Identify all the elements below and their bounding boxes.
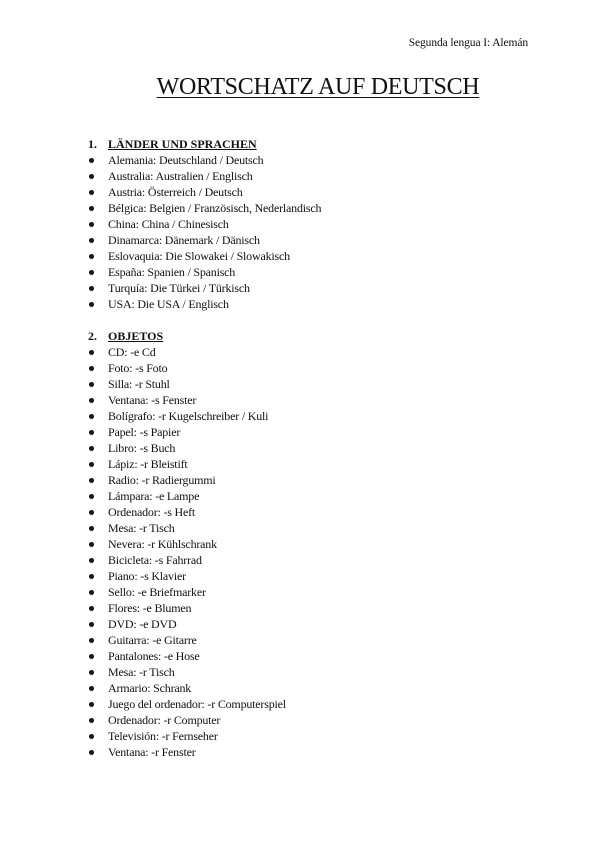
list-item-text: Ventana: -r Fenster (108, 745, 196, 759)
section-objects (88, 328, 286, 760)
list-item-text: Bolígrafo: -r Kugelschreiber / Kuli (108, 409, 269, 423)
list-item (88, 584, 286, 600)
list-item-text: Mesa: -r Tisch (108, 665, 175, 679)
bullet-icon (88, 648, 108, 664)
list-item (88, 440, 286, 456)
bullet-icon (88, 632, 108, 648)
list-item-text: Ventana: -s Fenster (108, 393, 197, 407)
list-item (88, 504, 286, 520)
list-item (88, 232, 321, 248)
list-item-text: Pantalones: -e Hose (108, 649, 200, 663)
bullet-icon (88, 152, 108, 168)
section-number: 1. (88, 137, 97, 151)
list-item (88, 200, 321, 216)
bullet-icon (88, 664, 108, 680)
list-item-text: Armario: Schrank (108, 681, 192, 695)
section-countries-languages (88, 136, 321, 312)
list-item (88, 456, 286, 472)
list-item-text: Ordenador: -r Computer (108, 713, 221, 727)
list-item-text: Guitarra: -e Gitarre (108, 633, 197, 647)
list-item-text: Juego del ordenador: -r Computerspiel (108, 697, 286, 711)
list-item (88, 296, 321, 312)
list-item-text: DVD: -e DVD (108, 617, 177, 631)
section-heading (88, 328, 286, 344)
list-item-text: Lámpara: -e Lampe (108, 489, 200, 503)
bullet-icon (88, 376, 108, 392)
list-item-text: Eslovaquia: Die Slowakei / Slowakisch (108, 249, 290, 263)
course-header: Segunda lengua I: Alemán (408, 37, 528, 49)
list-item (88, 680, 286, 696)
list-item (88, 648, 286, 664)
list-item-text: China: China / Chinesisch (108, 217, 229, 231)
bullet-icon (88, 728, 108, 744)
list-item-text: Radio: -r Radiergummi (108, 473, 216, 487)
list-item (88, 248, 321, 264)
list-item (88, 632, 286, 648)
list-item-text: Mesa: -r Tisch (108, 521, 175, 535)
list-item-text: Ordenador: -s Heft (108, 505, 196, 519)
list-item-text: Australia: Australien / Englisch (108, 169, 253, 183)
bullet-icon (88, 200, 108, 216)
list-item (88, 392, 286, 408)
bullet-icon (88, 264, 108, 280)
list-item (88, 520, 286, 536)
bullet-icon (88, 712, 108, 728)
bullet-icon (88, 296, 108, 312)
bullet-icon (88, 440, 108, 456)
bullet-icon (88, 536, 108, 552)
list-item (88, 184, 321, 200)
list-item (88, 424, 286, 440)
bullet-icon (88, 520, 108, 536)
bullet-icon (88, 232, 108, 248)
list-item (88, 344, 286, 360)
list-item-text: Bicicleta: -s Fahrrad (108, 553, 202, 567)
list-item (88, 600, 286, 616)
list-item-text: USA: Die USA / Englisch (108, 297, 229, 311)
bullet-icon (88, 216, 108, 232)
section-heading (88, 136, 321, 152)
list-item-text: Foto: -s Foto (108, 361, 168, 375)
list-item (88, 744, 286, 760)
bullet-icon (88, 408, 108, 424)
section-title: OBJETOS (108, 329, 164, 343)
bullet-icon (88, 600, 108, 616)
list-item-text: Sello: -e Briefmarker (108, 585, 206, 599)
bullet-icon (88, 184, 108, 200)
list-item-text: Silla: -r Stuhl (108, 377, 170, 391)
list-item-text: Turquía: Die Türkei / Türkisch (108, 281, 250, 295)
bullet-icon (88, 584, 108, 600)
list-item (88, 536, 286, 552)
list-item (88, 712, 286, 728)
list-item (88, 472, 286, 488)
bullet-icon (88, 168, 108, 184)
bullet-icon (88, 248, 108, 264)
list-item (88, 152, 321, 168)
page-title: WORTSCHATZ AUF DEUTSCH (156, 74, 480, 100)
bullet-icon (88, 680, 108, 696)
vocab-list (88, 152, 321, 312)
list-item-text: Lápiz: -r Bleistift (108, 457, 188, 471)
list-item (88, 728, 286, 744)
list-item-text: CD: -e Cd (108, 345, 156, 359)
list-item (88, 216, 321, 232)
list-item (88, 376, 286, 392)
bullet-icon (88, 504, 108, 520)
bullet-icon (88, 568, 108, 584)
bullet-icon (88, 344, 108, 360)
list-item-text: Dinamarca: Dänemark / Dänisch (108, 233, 260, 247)
list-item-text: Austria: Österreich / Deutsch (108, 185, 243, 199)
bullet-icon (88, 744, 108, 760)
list-item (88, 616, 286, 632)
list-item (88, 568, 286, 584)
bullet-icon (88, 616, 108, 632)
list-item-text: Bélgica: Belgien / Französisch, Nederlandisch (108, 201, 322, 215)
list-item (88, 552, 286, 568)
bullet-icon (88, 392, 108, 408)
list-item (88, 664, 286, 680)
list-item (88, 264, 321, 280)
bullet-icon (88, 456, 108, 472)
list-item (88, 488, 286, 504)
list-item-text: Alemania: Deutschland / Deutsch (108, 153, 264, 167)
list-item-text: España: Spanien / Spanisch (108, 265, 236, 279)
bullet-icon (88, 488, 108, 504)
list-item (88, 280, 321, 296)
list-item-text: Flores: -e Blumen (108, 601, 192, 615)
list-item-text: Televisión: -r Fernseher (108, 729, 218, 743)
list-item (88, 408, 286, 424)
section-title: LÄNDER UND SPRACHEN (108, 137, 257, 151)
bullet-icon (88, 472, 108, 488)
section-number: 2. (88, 329, 97, 343)
list-item-text: Libro: -s Buch (108, 441, 176, 455)
list-item (88, 168, 321, 184)
bullet-icon (88, 360, 108, 376)
list-item (88, 360, 286, 376)
bullet-icon (88, 552, 108, 568)
list-item-text: Nevera: -r Kühlschrank (108, 537, 217, 551)
list-item (88, 696, 286, 712)
bullet-icon (88, 696, 108, 712)
list-item-text: Piano: -s Klavier (108, 569, 186, 583)
bullet-icon (88, 280, 108, 296)
list-item-text: Papel: -s Papier (108, 425, 181, 439)
vocab-list (88, 344, 286, 760)
bullet-icon (88, 424, 108, 440)
